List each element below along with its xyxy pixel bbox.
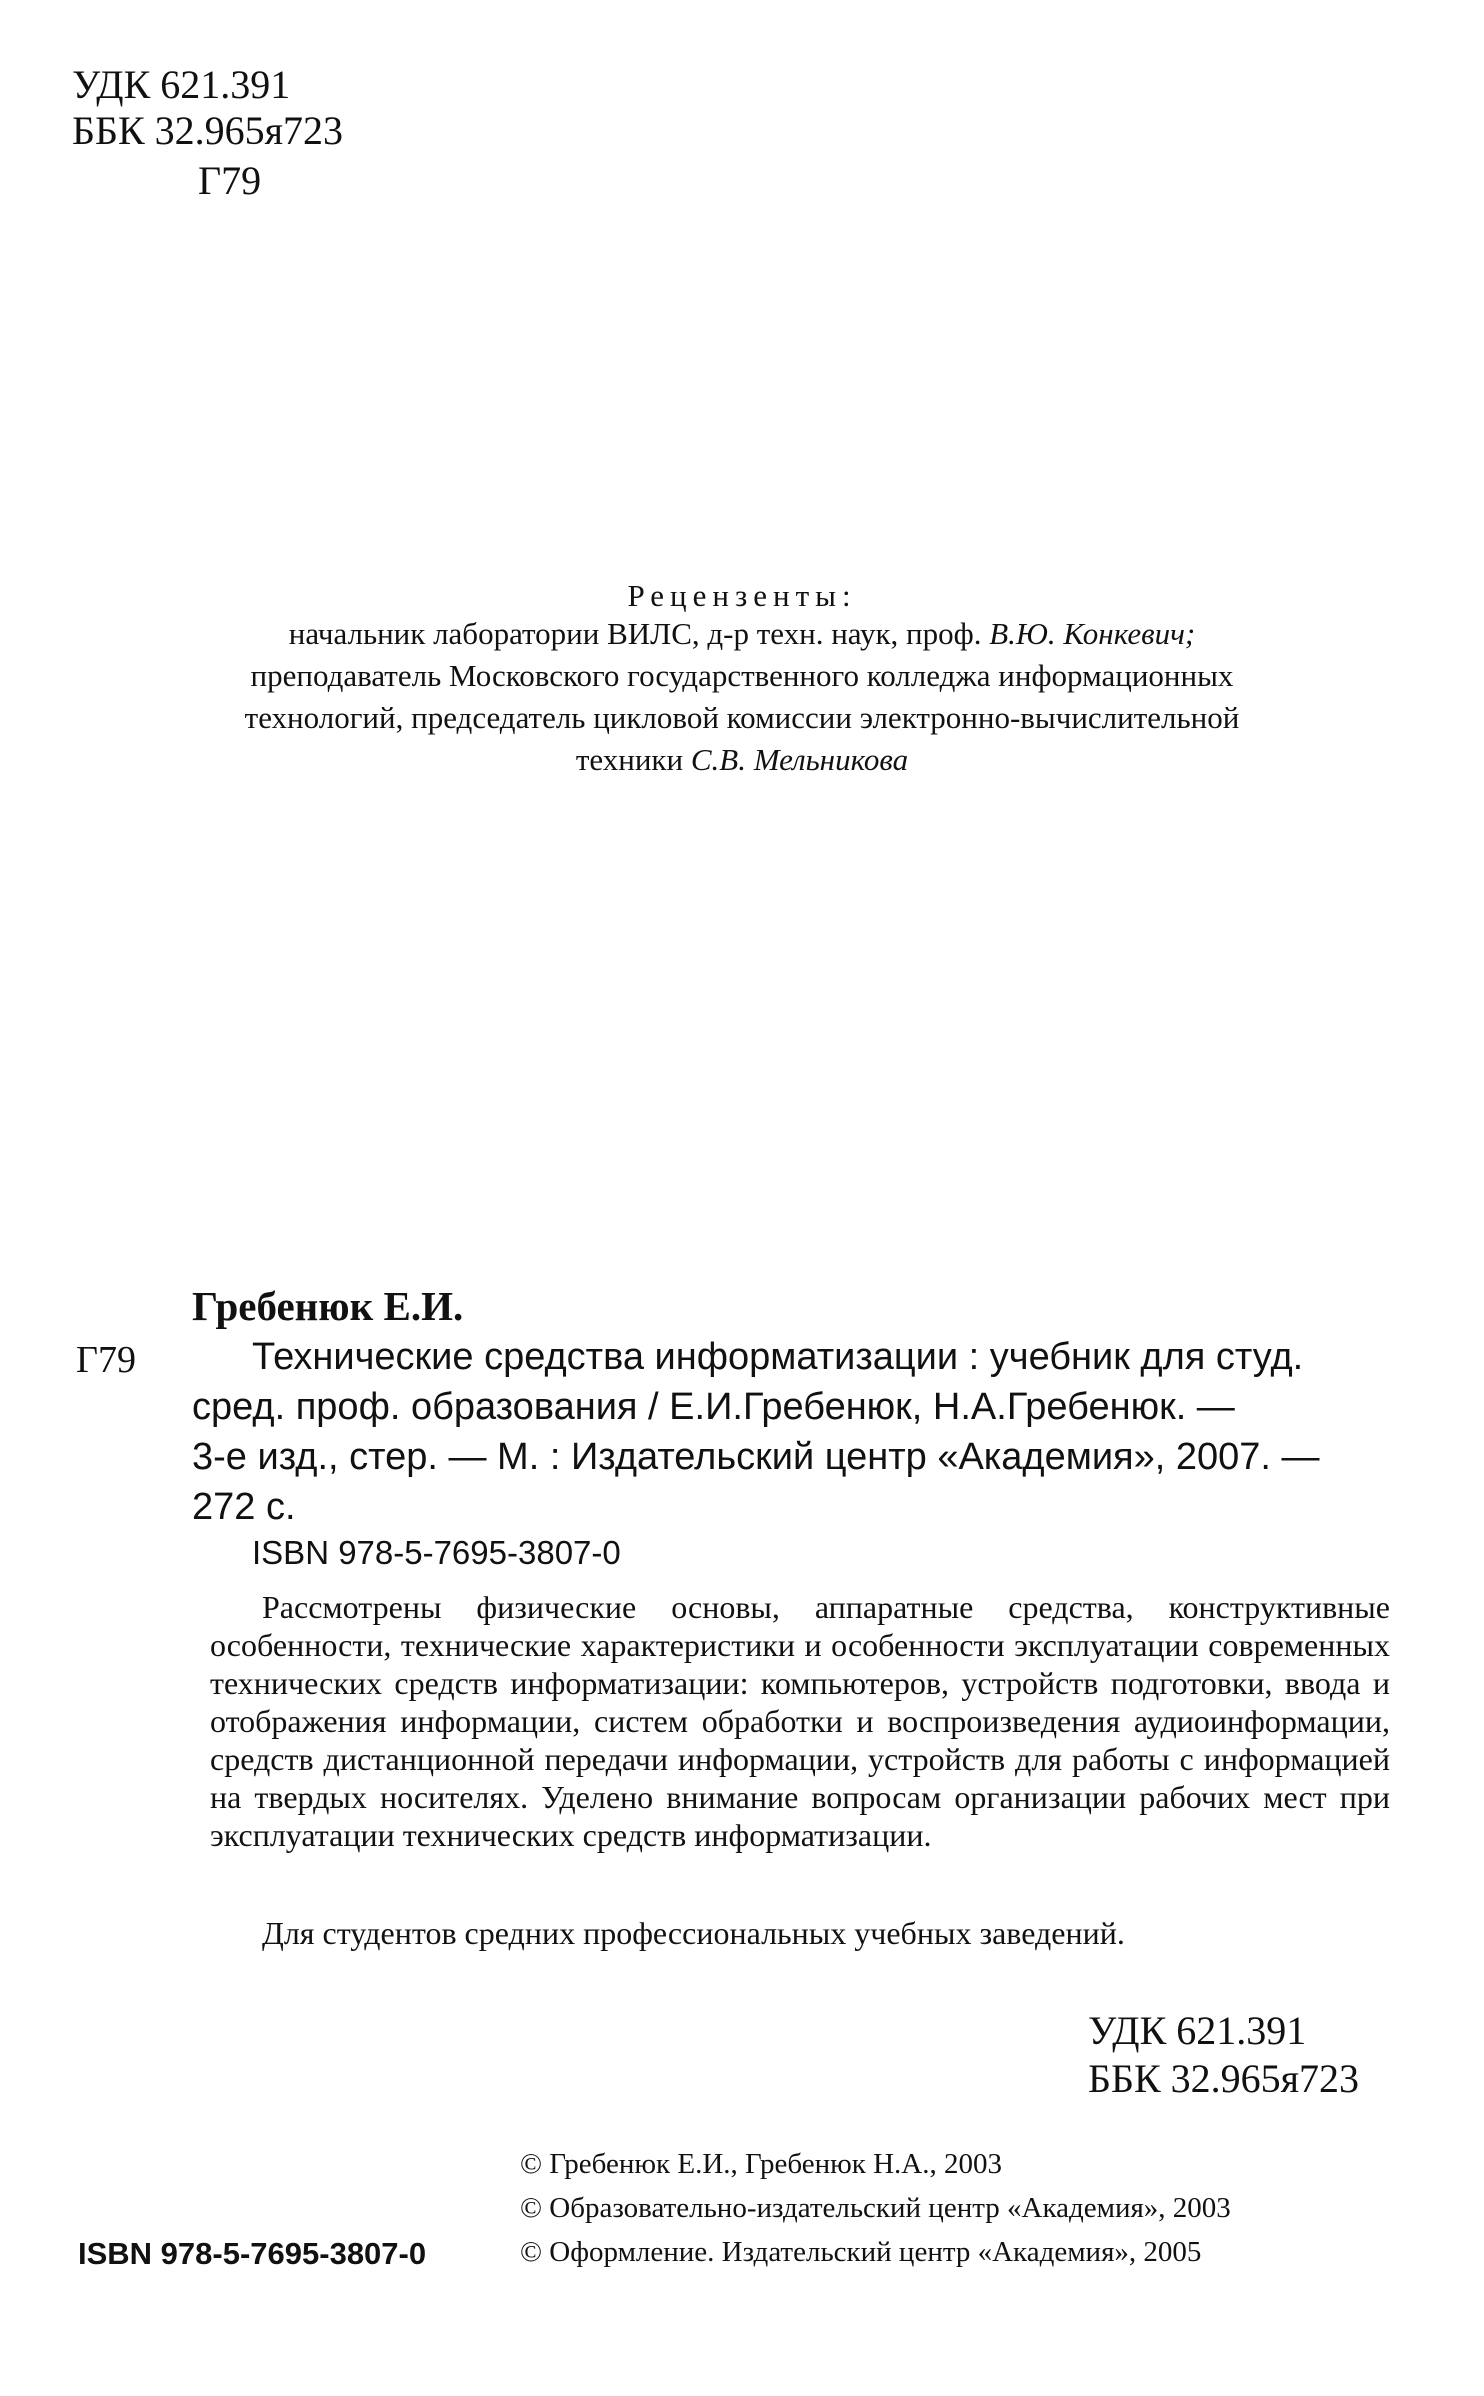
- reviewer-2-position: техники: [575, 742, 684, 777]
- author-heading: Гребенюк Е.И.: [192, 1283, 464, 1329]
- copyright-publisher: © Образовательно-издательский центр «Академия», 2003: [520, 2192, 1231, 2224]
- reviewer-1-position: начальник лаборатории ВИЛС, д-р техн. наук, проф.: [288, 616, 982, 651]
- reviewer-1-name: В.Ю. Конкевич;: [989, 616, 1196, 651]
- author-mark-top: Г79: [198, 158, 262, 203]
- bbk-code-top: ББК 32.965я723: [72, 108, 344, 153]
- reviewer-2-line-1: преподаватель Московского государственного колледжа информационных: [250, 658, 1234, 693]
- reviewer-1: [0, 614, 1484, 654]
- bbk-code-bottom: ББК 32.965я723: [1088, 2056, 1360, 2101]
- bib-line-2: сред. проф. образования / Е.И.Гребенюк, Н.А.Гребенюк. —: [192, 1386, 1235, 1428]
- reviewer-2-name: С.В. Мельникова: [690, 742, 909, 777]
- annotation: Рассмотрены физические основы, аппаратные средства, конструктивные особенности, технические характеристики и особенности эксплуатации современных технических средств информатизации: компьютеров, устройств подготовки, ввода и отображения информации, систем обработки и воспроизведения аудиоинформации, средств дистанционной передачи информации, устройств для работы с информацией на твердых носителях. Уделено внимание вопросам организации рабочих мест при эксплуатации технических средств информатизации.: [210, 1589, 1390, 1853]
- reviewer-2-line-3: [0, 740, 1484, 780]
- bib-line-3: 3-е изд., стер. — М. : Издательский центр «Академия», 2007. —: [192, 1436, 1320, 1478]
- udk-code-bottom: УДК 621.391: [1088, 2008, 1307, 2053]
- reviewer-2-line-2: технологий, председатель цикловой комиссии электронно-вычислительной: [244, 700, 1240, 735]
- isbn: ISBN 978-5-7695-3807-0: [252, 1534, 621, 1571]
- udk-code-top: УДК 621.391: [72, 62, 291, 107]
- bib-line-1: Технические средства информатизации : учебник для студ.: [252, 1336, 1304, 1378]
- audience-note: Для студентов средних профессиональных учебных заведений.: [262, 1915, 1125, 1951]
- bib-line-4: 272 с.: [192, 1486, 296, 1528]
- copyright-authors: © Гребенюк Е.И., Гребенюк Н.А., 2003: [520, 2148, 1002, 2180]
- author-mark: Г79: [76, 1339, 136, 1381]
- isbn-bottom: ISBN 978-5-7695-3807-0: [78, 2236, 427, 2271]
- reviewers-heading: Рецензенты:: [627, 578, 857, 613]
- copyright-design: © Оформление. Издательский центр «Академия», 2005: [520, 2236, 1202, 2268]
